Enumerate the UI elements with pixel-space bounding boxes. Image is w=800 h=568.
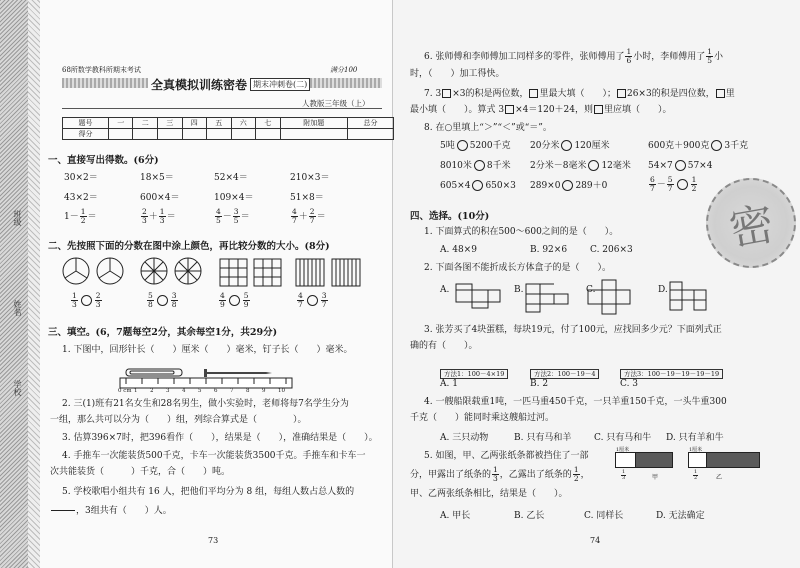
calc: 109×4＝ — [214, 193, 254, 203]
box-nets — [452, 278, 722, 318]
choice-option[interactable]: C. 同样长 — [584, 511, 624, 521]
compare-pair: $\frac{5}{8}$ $\frac{3}{8}$ — [148, 291, 177, 309]
calc: 210×3＝ — [290, 173, 330, 183]
fraction-shapes[interactable] — [60, 256, 370, 290]
compare-item: 600克＋900克 3千克 — [648, 141, 749, 151]
strip-unit: 1厘米 — [616, 447, 630, 453]
choice-2: 2. 下面各图不能折成长方体盒子的是（ ）。 — [424, 263, 611, 273]
frac-calc-d: $\frac{4}{7}$ ＋ $\frac{2}{7}$ ＝ — [292, 207, 326, 225]
score-cell: 附加题 — [280, 118, 347, 129]
choice-option[interactable]: A. 48×9 — [440, 245, 477, 255]
circle-eighths — [141, 258, 201, 284]
binding-edge — [28, 0, 40, 568]
compare-item: 5吨 5200千克 — [440, 141, 511, 151]
choice-option[interactable]: B. 92×6 — [530, 245, 568, 255]
choice-option[interactable]: D. 只有羊和牛 — [666, 433, 724, 443]
strip-frac: $\frac{1}{3}$ — [622, 469, 626, 481]
score-input[interactable] — [231, 129, 256, 140]
compare-circle[interactable] — [457, 140, 468, 151]
net-a — [456, 284, 500, 308]
method-box: 方法2：100－19－4 — [530, 361, 599, 380]
exam-title-tag: 期末冲刺卷(二) — [250, 78, 310, 91]
question-7-line-1: 7. 3 ×3的积是两位数， 里最大填（ ）； 26×3的积是四位数， 里 — [424, 89, 735, 99]
choice-4-line-1: 4. 一艘船限载重1吨，一匹马重450千克，一只羊重150千克，一头牛重300 — [424, 397, 727, 407]
score-cell: 六 — [231, 118, 256, 129]
strip-frac: $\frac{1}{2}$ — [694, 469, 698, 481]
frac-calc-b: $\frac{2}{3}$ ＋ $\frac{1}{3}$ ＝ — [142, 207, 176, 225]
calc: 43×2＝ — [64, 193, 98, 203]
margin-label-class: 班级 — [13, 210, 22, 226]
calc: 52×4＝ — [214, 173, 248, 183]
compare-circle[interactable] — [474, 160, 485, 171]
margin-label-school: 学校 — [13, 380, 22, 396]
frac-calc-a: 1－ $\frac{1}{2}$ ＝ — [64, 207, 97, 225]
exam-title: 全真模拟训练密卷 — [148, 76, 250, 93]
choice-3-line-1: 3. 张芳买了4块蛋糕，每块19元，付了100元，应找回多少元？下面列式正 — [424, 325, 722, 335]
score-cell: 二 — [133, 118, 158, 129]
score-input[interactable] — [133, 129, 158, 140]
question-4-line-1: 4. 手推车一次能装货500千克，卡车一次能装货3500千克。手推车和卡车一 — [62, 451, 366, 461]
net-b — [526, 284, 568, 312]
section-4-title: 四、选择。(10分) — [410, 211, 490, 222]
header-small: 68所数学教科所期末考试 — [62, 66, 141, 74]
section-3-title: 三、填空。(6，7题每空2分，其余每空1分，共29分) — [48, 327, 278, 338]
compare-circle[interactable] — [677, 179, 688, 190]
choice-4-line-2: 千克（ ）能同时乘这艘船过河。 — [410, 413, 555, 423]
question-5-line-2: ，3组共有（ ）人。 — [50, 500, 172, 521]
choice-option[interactable]: B. 只有马和羊 — [514, 433, 572, 443]
question-5-line-1: 5. 学校歌唱小组共有 16 人，把他们平均分为 8 组，每组人数占总人数的 — [62, 487, 355, 497]
ruler-figure — [118, 360, 298, 390]
score-cell: 得分 — [63, 129, 109, 140]
calc: 18×5＝ — [140, 173, 174, 183]
score-cell: 三 — [158, 118, 183, 129]
calc: 51×8＝ — [290, 193, 324, 203]
question-7-line-2: 最小填（ ）。算式 3 ×4＝120＋24，则 里应填（ ）。 — [410, 105, 672, 115]
choice-option[interactable]: B. — [514, 285, 524, 295]
compare-pair: $\frac{1}{3}$ $\frac{2}{3}$ — [72, 291, 101, 309]
method-box: 方法1：100－4×19 — [440, 361, 508, 380]
page-number: 74 — [590, 536, 601, 545]
question-6-line-2: 时，（ ）加工得快。 — [410, 69, 505, 79]
strip-yi-cover — [706, 452, 760, 468]
choice-option[interactable]: A. 甲长 — [440, 511, 471, 521]
page-fold — [392, 0, 393, 568]
compare-circle[interactable] — [675, 160, 686, 171]
compare-circle[interactable] — [711, 140, 722, 151]
score-cell: 七 — [256, 118, 281, 129]
choice-option[interactable]: C. 3 — [620, 379, 639, 389]
choice-option[interactable]: D. 无法确定 — [656, 511, 705, 521]
grid-ninths — [220, 259, 281, 286]
bar-sevenths — [296, 259, 360, 286]
choice-option[interactable]: B. 2 — [530, 379, 549, 389]
compare-circle[interactable] — [561, 140, 572, 151]
score-table — [62, 117, 394, 140]
score-input[interactable] — [207, 129, 232, 140]
page-number: 73 — [208, 536, 219, 545]
choice-5-line-3: 甲、乙两张纸条相比，结果是（ ）。 — [410, 489, 568, 499]
question-6-line-1: 6. 张师傅和李师傅加工同样多的零件，张师傅用了 $\frac{1}{6}$ 小时，李师傅用了 $\frac{1}{5}$ 小 — [424, 47, 724, 65]
choice-5-line-2: 分，甲露出了纸条的 $\frac{1}{3}$ ，乙露出了纸条的 $\frac{1}{2}$ ， — [410, 465, 590, 483]
score-input[interactable] — [108, 129, 133, 140]
compare-circle[interactable] — [472, 180, 483, 191]
header-full-score: 满分100 — [330, 66, 358, 74]
choice-option[interactable]: B. 乙长 — [514, 511, 545, 521]
score-input[interactable] — [348, 129, 394, 140]
score-input[interactable] — [182, 129, 207, 140]
question-2-line-2: 一组，那么共可以分为（ ）组，列综合算式是（ ）。 — [50, 415, 307, 425]
question-8: 8. 在○里填上“＞”“＜”或“＝”。 — [424, 123, 552, 133]
score-cell: 四 — [182, 118, 207, 129]
compare-item: 20分米 120厘米 — [530, 141, 610, 151]
question-3: 3. 估算396×7时，把396看作（ ），结果是（ ），准确结果是（ ）。 — [62, 433, 378, 443]
net-c — [588, 280, 630, 314]
compare-circle[interactable] — [81, 295, 92, 306]
compare-item: 605×4 650×3 — [440, 181, 516, 191]
choice-1: 1. 下面算式的积在500～600之间的是（ ）。 — [424, 227, 619, 237]
compare-pair: $\frac{4}{7}$ $\frac{3}{7}$ — [298, 291, 327, 309]
score-cell: 一 — [108, 118, 133, 129]
strip-unit: 1厘米 — [689, 447, 703, 453]
margin-label-name: 姓名 — [13, 300, 22, 316]
calc: 30×2＝ — [64, 173, 98, 183]
section-2-title: 二、先按照下面的分数在图中涂上颜色，再比较分数的大小。(8分) — [48, 241, 330, 252]
compare-item: 289×0 289＋0 — [530, 181, 608, 191]
compare-circle[interactable] — [307, 295, 318, 306]
strip-yi-label: 乙 — [716, 474, 723, 481]
compare-circle[interactable] — [229, 295, 240, 306]
net-d — [670, 282, 706, 310]
score-input[interactable] — [280, 129, 347, 140]
header-rule — [62, 108, 382, 109]
circle-thirds — [63, 258, 123, 284]
compare-item: 54×7 57×4 — [648, 161, 713, 171]
compare-item: 2分米－8毫米 12毫米 — [530, 161, 631, 171]
frac-calc-c: $\frac{4}{5}$ － $\frac{3}{5}$ ＝ — [216, 207, 250, 225]
compare-circle[interactable] — [588, 160, 599, 171]
compare-item: 8010米 8千米 — [440, 161, 511, 171]
choice-option[interactable]: C. 206×3 — [590, 245, 633, 255]
choice-option[interactable]: A. 三只动物 — [440, 433, 489, 443]
compare-pair: $\frac{4}{9}$ $\frac{5}{9}$ — [220, 291, 249, 309]
choice-option[interactable]: C. — [586, 285, 596, 295]
binding-margin — [0, 0, 28, 568]
question-1: 1. 下图中，回形针长（ ）厘米（ ）毫米，钉子长（ ）毫米。 — [62, 345, 353, 355]
method-box: 方法3：100－19－19－19－19 — [620, 361, 723, 380]
compare-circle[interactable] — [562, 180, 573, 191]
choice-option[interactable]: A. — [440, 285, 450, 295]
strip-jia-label: 甲 — [652, 474, 659, 481]
secret-stamp: 密 — [699, 171, 800, 275]
score-input[interactable] — [256, 129, 281, 140]
compare-item-frac: $\frac{6}{7}$ － $\frac{5}{7}$ $\frac{1}{2}$ — [650, 175, 697, 193]
edition: 人教版三年级（上） — [302, 99, 370, 108]
score-cell: 五 — [207, 118, 232, 129]
choice-3-line-2: 确的有（ ）。 — [410, 341, 478, 351]
strip-jia-cover — [635, 452, 673, 468]
score-cell: 总分 — [348, 118, 394, 129]
ruler-labels: 0 cm 1 2 3 4 5 6 7 8 9 10 — [118, 388, 285, 394]
choice-5-line-1: 5. 如图，甲、乙两张纸条都被挡住了一部 — [424, 451, 589, 461]
score-input[interactable] — [158, 129, 183, 140]
choice-option[interactable]: D. — [658, 285, 668, 295]
question-4-line-2: 次共能装货（ ）千克，合（ ）吨。 — [50, 467, 231, 477]
choice-option[interactable]: A. 1 — [440, 379, 458, 389]
score-cell: 题号 — [63, 118, 109, 129]
nail — [206, 372, 272, 374]
section-1-title: 一、直接写出得数。(6分) — [48, 155, 159, 166]
choice-option[interactable]: C. 只有马和牛 — [594, 433, 652, 443]
calc: 600×4＝ — [140, 193, 180, 203]
question-2-line-1: 2. 三(1)班有21名女生和28名男生，做小实验时，老师将每7名学生分为 — [62, 399, 349, 409]
compare-circle[interactable] — [157, 295, 168, 306]
